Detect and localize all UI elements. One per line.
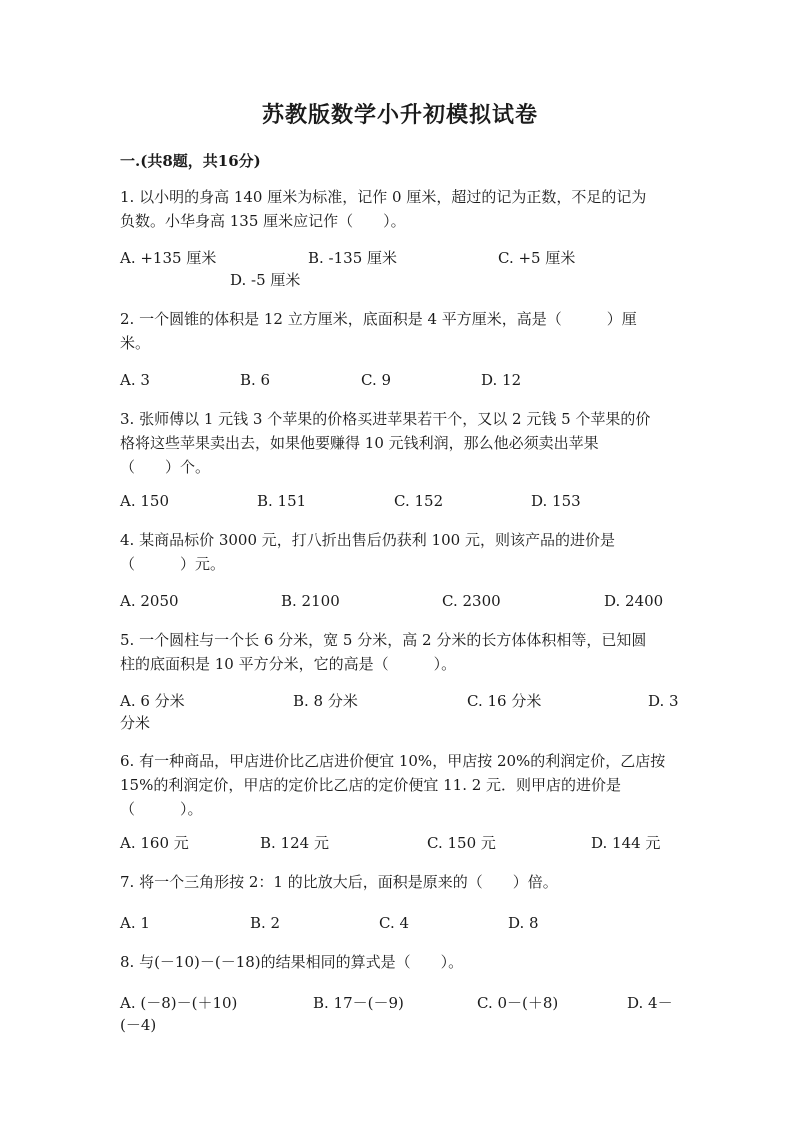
option-a[interactable]: A. 6 分米 [120,692,185,710]
question-stem-line: 2. 一个圆锥的体积是 12 立方厘米，底面积是 4 平方厘米，高是（ ）厘 [120,310,637,328]
question-7 [120,870,680,894]
option-b[interactable]: B. 2100 [281,592,340,610]
question-stem-line: （ ）。 [120,800,203,818]
question-stem-line: 1. 以小明的身高 140 厘米为标准，记作 0 厘米，超过的记为正数，不足的记为 [120,188,647,206]
question-stem-line: （ ）元。 [120,555,226,573]
option-a[interactable]: A. (－8)－(＋10) [120,994,238,1012]
question-stem-line: 3. 张师傅以 1 元钱 3 个苹果的价格买进苹果若干个，又以 2 元钱 5 个苹果的价 [120,410,651,428]
option-b[interactable]: B. 151 [257,492,307,510]
options-8 [120,991,680,1039]
option-d[interactable]: D. 144 元 [591,834,661,852]
option-d[interactable]: D. -5 厘米 [230,271,301,289]
page-title: 苏教版数学小升初模拟试卷 [261,102,538,128]
option-d[interactable]: D. 153 [531,492,581,510]
option-d[interactable]: D. 4－ [627,994,673,1012]
question-stem-line: 8. 与(－10)－(－18)的结果相同的算式是（ ）。 [120,953,464,971]
option-c[interactable]: C. 9 [361,371,392,389]
option-a[interactable]: A. 150 [120,492,169,510]
option-a[interactable]: A. 2050 [120,592,179,610]
option-c[interactable]: C. 0－(＋8) [477,994,559,1012]
question-5 [120,628,680,676]
option-d[interactable]: D. 3 [648,692,679,710]
question-3 [120,407,680,479]
option-c[interactable]: C. 152 [394,492,444,510]
question-stem-line: 6. 有一种商品，甲店进价比乙店进价便宜 10%，甲店按 20%的利润定价，乙店按 [120,752,666,770]
question-stem-line: 5. 一个圆柱与一个长 6 分米，宽 5 分米，高 2 分米的长方体体积相等，已知圆 [120,631,647,649]
option-b[interactable]: B. -135 厘米 [308,249,398,267]
option-b[interactable]: B. 2 [250,914,281,932]
options-1 [120,246,680,294]
option-c[interactable]: C. 2300 [442,592,501,610]
question-4 [120,528,680,576]
question-1 [120,185,680,233]
question-stem-line: 格将这些苹果卖出去，如果他要赚得 10 元钱利润，那么他必须卖出苹果 [120,434,599,452]
option-b[interactable]: B. 8 分米 [293,692,358,710]
option-c[interactable]: C. +5 厘米 [498,249,576,267]
option-d[interactable]: D. 2400 [604,592,664,610]
option-b[interactable]: B. 17－(－9) [313,994,404,1012]
option-a[interactable]: A. +135 厘米 [120,249,217,267]
option-a[interactable]: A. 1 [120,914,150,932]
option-d-continuation: (－4) [120,1016,157,1034]
option-d[interactable]: D. 12 [481,371,522,389]
question-8 [120,950,680,974]
question-2 [120,307,680,355]
option-a[interactable]: A. 3 [120,371,150,389]
section-header: 一.(共8题，共16分) [120,152,261,170]
option-c[interactable]: C. 150 元 [427,834,496,852]
option-d[interactable]: D. 8 [508,914,539,932]
option-c[interactable]: C. 4 [379,914,410,932]
question-stem-line: 7. 将一个三角形按 2：1 的比放大后，面积是原来的（ ）倍。 [120,873,558,891]
option-a[interactable]: A. 160 元 [120,834,189,852]
question-stem-line: 柱的底面积是 10 平方分米，它的高是（ ）。 [120,655,457,673]
option-b[interactable]: B. 124 元 [260,834,329,852]
question-6 [120,749,680,821]
question-stem-line: 15%的利润定价，甲店的定价比乙店的定价便宜 11. 2 元．则甲店的进价是 [120,776,622,794]
question-stem-line: 米。 [120,334,151,352]
question-stem-line: （ ）个。 [120,458,211,476]
option-c[interactable]: C. 16 分米 [467,692,542,710]
option-d-continuation: 分米 [120,714,151,732]
question-stem-line: 负数。小华身高 135 厘米应记作（ ）。 [120,212,406,230]
option-b[interactable]: B. 6 [240,371,271,389]
question-stem-line: 4. 某商品标价 3000 元，打八折出售后仍获利 100 元，则该产品的进价是 [120,531,615,549]
options-5 [120,689,680,737]
